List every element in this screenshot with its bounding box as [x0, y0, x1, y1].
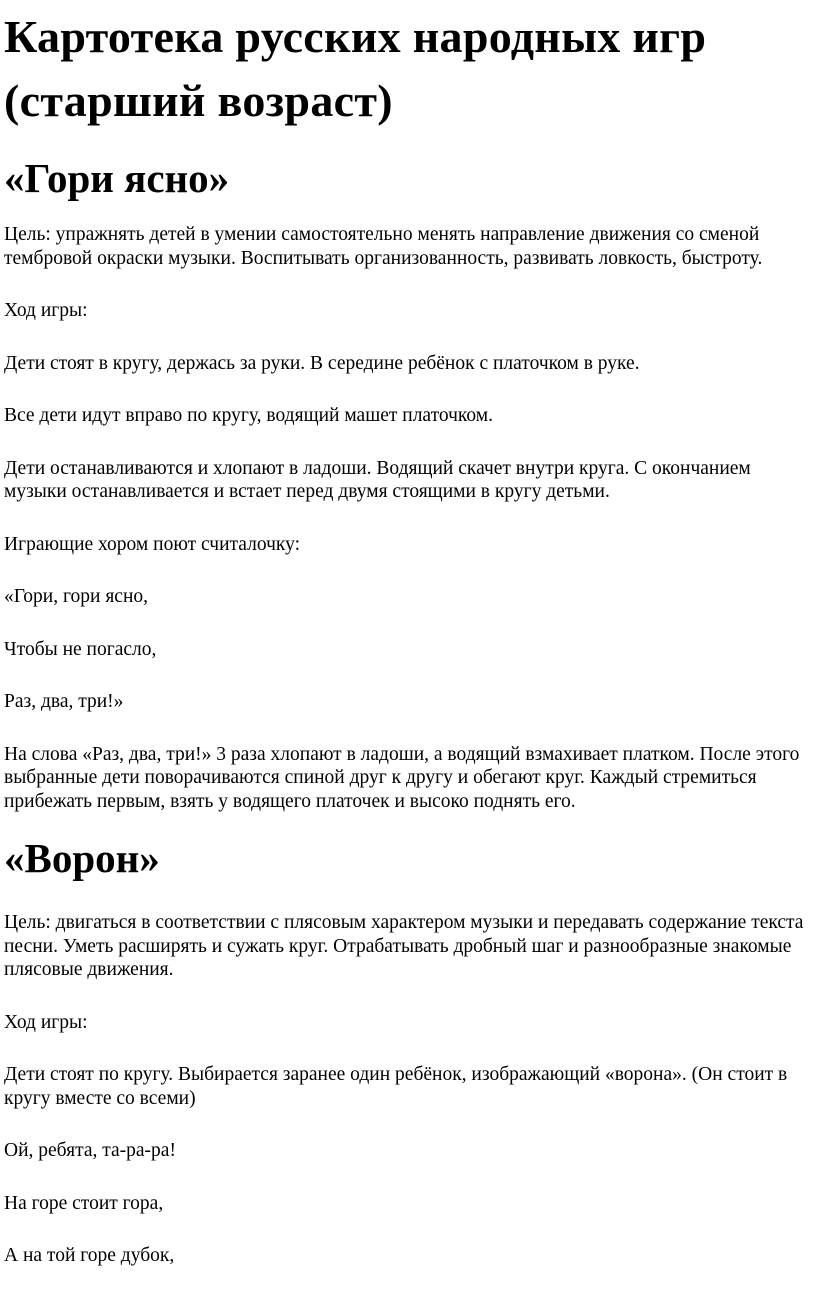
paragraph: Дети стоят в кругу, держась за руки. В середине ребёнок с платочком в руке.: [4, 352, 640, 374]
game-progress-label: Ход игры:: [4, 300, 88, 321]
goal-paragraph: Цель: упражнять детей в умении самостоятельно менять направление движения со сменой тембровой окраски музыки. Воспитывать организованность, развивать ловкость, быстроту.: [4, 224, 763, 269]
paragraph: На слова «Раз, два, три!» 3 раза хлопают в ладоши, а водящий взмахивает платком. После этого выбранные дети поворачиваются спиной друг к другу и обегают круг. Каждый стремиться прибежать первым, взять у водящего платочек и высоко поднять его.: [4, 743, 800, 812]
paragraph: Дети стоят по кругу. Выбирается заранее один ребёнок, изображающий «ворона». (Он стоит в кругу вместе со всеми): [4, 1064, 788, 1109]
verse-line: Ой, ребята, та-ра-ра!: [4, 1140, 176, 1161]
verse-line: На горе стоит гора,: [4, 1192, 164, 1214]
document-title: [4, 5, 816, 133]
section-heading: «Гори ясно»: [4, 155, 230, 201]
verse-line: «Гори, гори ясно,: [4, 586, 149, 607]
paragraph: Дети останавливаются и хлопают в ладоши. Водящий скачет внутри круга. С окончанием музыки останавливается и встает перед двумя стоящими в кругу детьми.: [4, 457, 751, 502]
verse-line: А на той горе дубок,: [4, 1245, 175, 1266]
section-gori-yasno: [4, 155, 816, 813]
document-title-line-2: (старший возраст): [4, 75, 393, 126]
verse-line: Раз, два, три!»: [4, 691, 124, 712]
document-title-line-1: Картотека русских народных игр: [4, 11, 707, 62]
game-progress-label: Ход игры:: [4, 1011, 88, 1033]
paragraph: Играющие хором поют считалочку:: [4, 533, 301, 555]
verse-line: Чтобы не погасло,: [4, 638, 157, 660]
document-page: [0, 5, 816, 1290]
section-voron: [4, 835, 816, 1268]
section-heading: «Ворон»: [4, 835, 160, 881]
paragraph: Все дети идут вправо по кругу, водящий машет платочком.: [4, 405, 493, 426]
goal-paragraph: Цель: двигаться в соответствии с плясовым характером музыки и передавать содержание текста песни. Уметь расширять и сужать круг. Отрабатывать дробный шаг и разнообразные знакомые плясовые движения.: [4, 912, 804, 980]
